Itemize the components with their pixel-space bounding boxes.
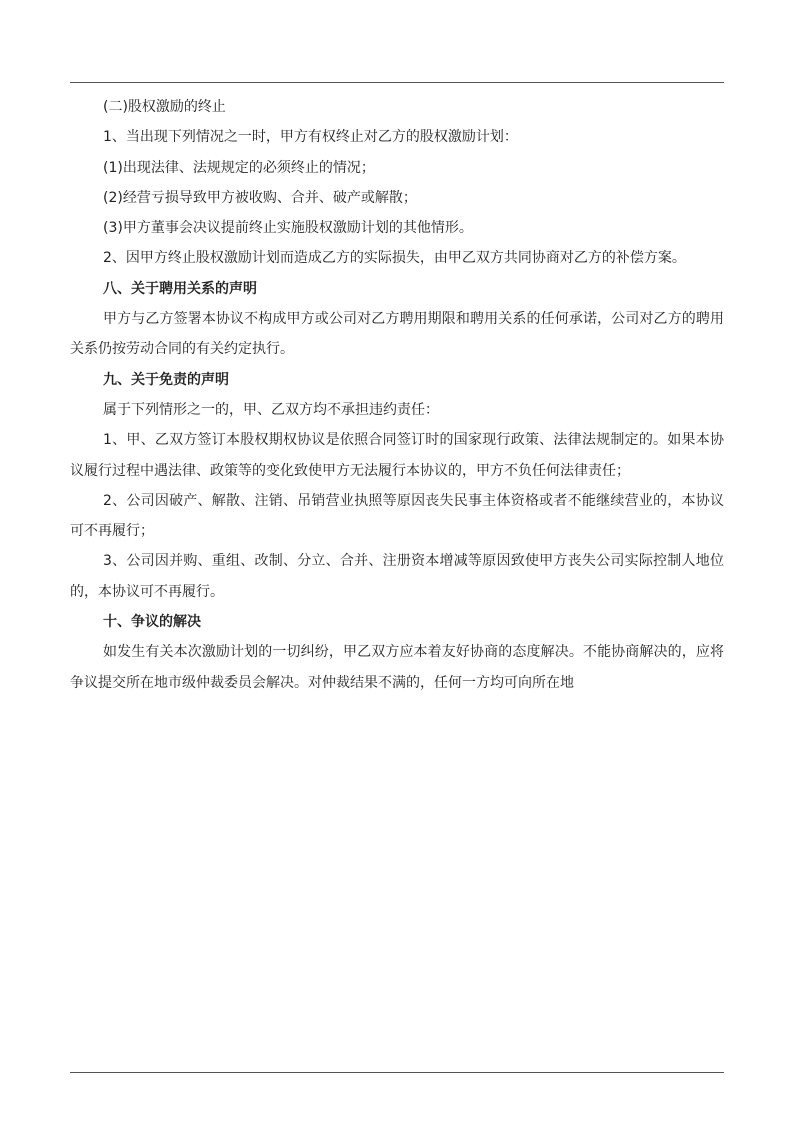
paragraph: (3)甲方董事会决议提前终止实施股权激励计划的其他情形。 xyxy=(103,220,473,237)
document-body xyxy=(70,92,724,698)
paragraph: (2)经营亏损导致甲方被收购、合并、破产或解散； xyxy=(103,189,417,206)
paragraph: (1)出现法律、法规规定的必须终止的情况； xyxy=(103,159,375,176)
header-rule xyxy=(70,82,724,83)
paragraph: 3、公司因并购、重组、改制、分立、合并、注册资本增减等原因致使甲方丧失公司实际控制人地位的，本协议可不再履行。 xyxy=(70,553,724,600)
paragraph: 属于下列情形之一的，甲、乙双方均不承担违约责任： xyxy=(103,401,439,418)
paragraph: 2、因甲方终止股权激励计划而造成乙方的实际损失，由甲乙双方共同协商对乙方的补偿方案。 xyxy=(103,250,686,267)
paragraph: 甲方与乙方签署本协议不构成甲方或公司对乙方聘用期限和聘用关系的任何承诺，公司对乙方的聘用关系仍按劳动合同的有关约定执行。 xyxy=(70,311,724,358)
section-heading: 九、关于免责的声明 xyxy=(103,371,229,388)
section-heading: 八、关于聘用关系的声明 xyxy=(103,280,257,297)
section-heading: 十、争议的解决 xyxy=(103,614,201,631)
footer-rule xyxy=(70,1072,724,1073)
paragraph: 2、公司因破产、解散、注销、吊销营业执照等原因丧失民事主体资格或者不能继续营业的，本协议可不再履行； xyxy=(70,492,724,540)
paragraph: 1、当出现下列情况之一时，甲方有权终止对乙方的股权激励计划： xyxy=(103,129,518,146)
subsection-title: (二)股权激励的终止 xyxy=(103,99,226,115)
paragraph: 1、甲、乙双方签订本股权期权协议是依照合同签订时的国家现行政策、法律法规制定的。如果本协议履行过程中遇法律、政策等的变化致使甲方无法履行本协议的，甲方不负任何法律责任； xyxy=(70,432,724,479)
paragraph: 如发生有关本次激励计划的一切纠纷，甲乙双方应本着友好协商的态度解决。不能协商解决的，应将争议提交所在地市级仲裁委员会解决。对仲裁结果不满的，任何一方均可向所在地 xyxy=(70,644,724,691)
